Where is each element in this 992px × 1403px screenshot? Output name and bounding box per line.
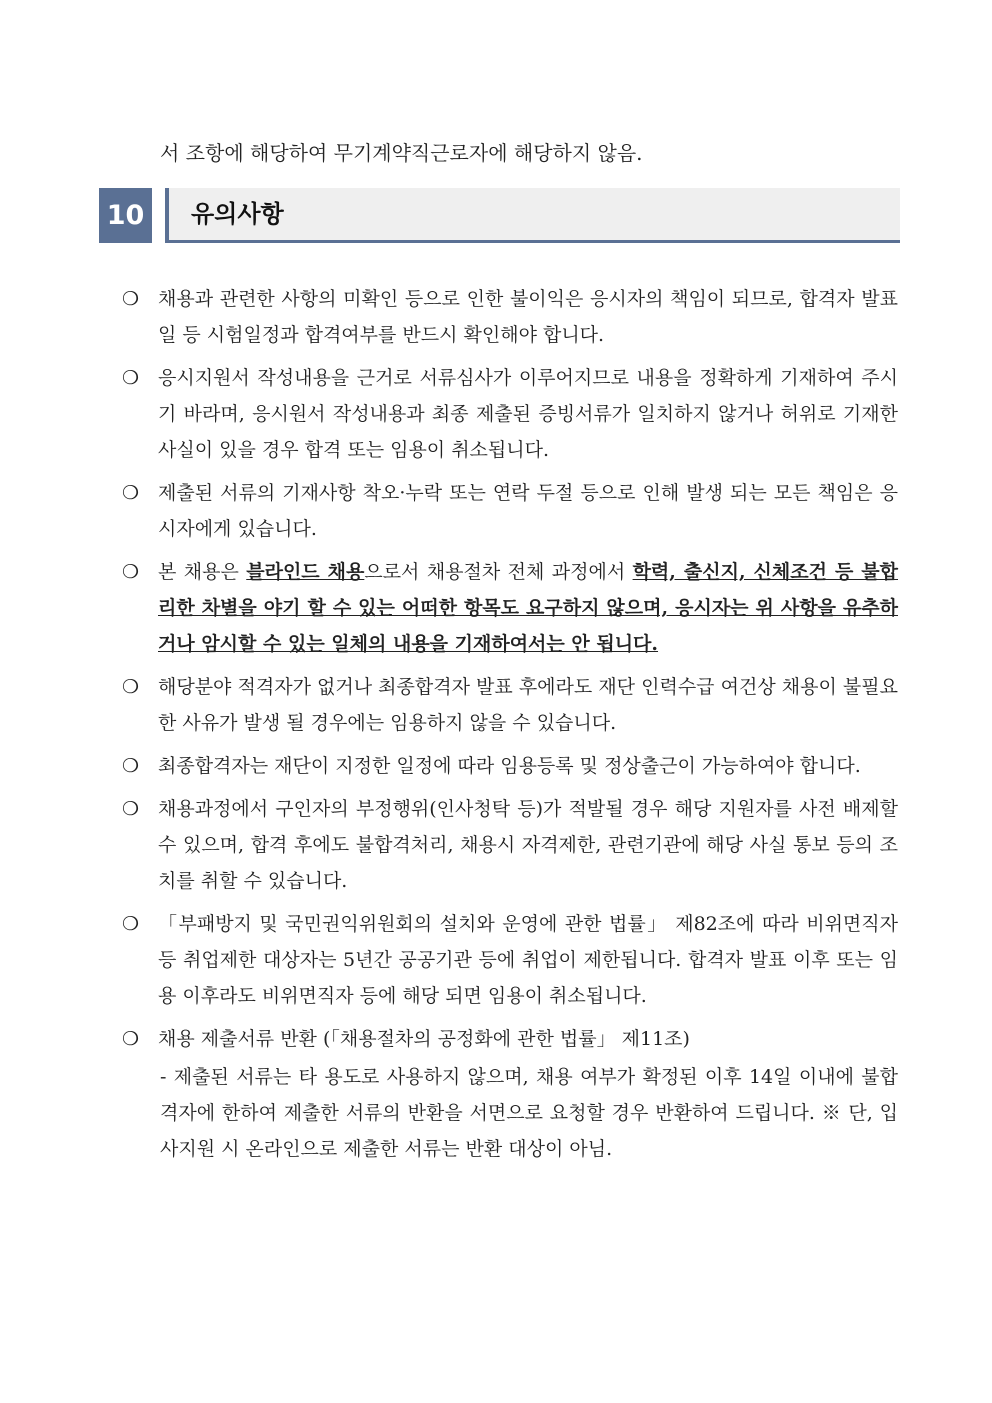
item-text: 「부패방지 및 국민권익위원회의 설치와 운영에 관한 법률」 제82조에 따라 비위면직자등 취업제한 대상자는 5년간 공공기관 등에 취업이 제한됩니다. 합격자 발표 이후 또는 임용 이후라도 비위면직자 등에 해당 되면 임용이 취소됩니다. [158,913,898,1007]
item-text-part: 본 채용은 [158,561,247,583]
sub-item-text: 제출된 서류는 타 용도로 사용하지 않으며, 채용 여부가 확정된 이후 14일 이내에 불합격자에 한하여 제출한 서류의 반환을 서면으로 요청할 경우 반환하여 드립니다. ※ 단, 입사지원 시 온라인으로 제출한 서류는 반환 대상이 아님. [160,1066,898,1160]
list-item [122,791,898,899]
notice-list [122,281,898,1167]
item-text: 채용 제출서류 반환 (「채용절차의 공정화에 관한 법률」 제11조) [158,1028,690,1050]
list-item [122,1021,898,1057]
list-item [122,281,898,353]
list-item [122,475,898,547]
section-header [99,188,900,243]
item-text: 제출된 서류의 기재사항 착오·누락 또는 연락 두절 등으로 인해 발생 되는 모든 책임은 응시자에게 있습니다. [158,482,898,540]
circle-bullet-icon: ❍ [122,1028,140,1050]
list-item-blind-hiring [122,554,898,662]
circle-bullet-icon: ❍ [122,755,140,777]
section-title: 유의사항 [191,200,284,228]
item-text: 응시지원서 작성내용을 근거로 서류심사가 이루어지므로 내용을 정확하게 기재하여 주시기 바라며, 응시원서 작성내용과 최종 제출된 증빙서류가 일치하지 않거나 허위로 기재한 사실이 있을 경우 합격 또는 임용이 취소됩니다. [158,367,898,461]
section-number: 10 [99,188,152,243]
item-text: 채용과 관련한 사항의 미확인 등으로 인한 불이익은 응시자의 책임이 되므로, 합격자 발표일 등 시험일정과 합격여부를 반드시 확인해야 합니다. [158,288,898,346]
sub-list-item [152,1059,898,1167]
circle-bullet-icon: ❍ [122,798,140,820]
circle-bullet-icon: ❍ [122,561,140,583]
circle-bullet-icon: ❍ [122,367,140,389]
list-item [122,748,898,784]
circle-bullet-icon: ❍ [122,288,140,310]
list-item [122,906,898,1014]
item-text: 채용과정에서 구인자의 부정행위(인사청탁 등)가 적발될 경우 해당 지원자를 사전 배제할 수 있으며, 합격 후에도 불합격처리, 채용시 자격제한, 관련기관에 해당 사실 통보 등의 조치를 취할 수 있습니다. [158,798,898,892]
item-text: 해당분야 적격자가 없거나 최종합격자 발표 후에라도 재단 인력수급 여건상 채용이 불필요한 사유가 발생 될 경우에는 임용하지 않을 수 있습니다. [158,676,898,734]
continuation-text: 서 조항에 해당하여 무기계약직근로자에 해당하지 않음. [160,141,643,165]
circle-bullet-icon: ❍ [122,482,140,504]
circle-bullet-icon: ❍ [122,913,140,935]
item-text-part: 으로서 채용절차 전체 과정에서 [364,561,633,583]
item-text: 최종합격자는 재단이 지정한 일정에 따라 임용등록 및 정상출근이 가능하여야 합니다. [158,755,861,777]
section-title-bar [165,188,900,243]
list-item [122,360,898,468]
no-discrimination-emphasis: 학력, 출신지, 신체조건 등 불합리한 차별을 야기 할 수 있는 어떠한 항목도 요구하지 않으며, 응시자는 위 사항을 유추하거나 암시할 수 있는 일체의 내용을 기재하여서는 안 됩니다. [158,561,898,655]
dash-marker: - [160,1066,167,1088]
blind-hiring-emphasis: 블라인드 채용 [246,561,365,583]
list-item [122,669,898,741]
circle-bullet-icon: ❍ [122,676,140,698]
